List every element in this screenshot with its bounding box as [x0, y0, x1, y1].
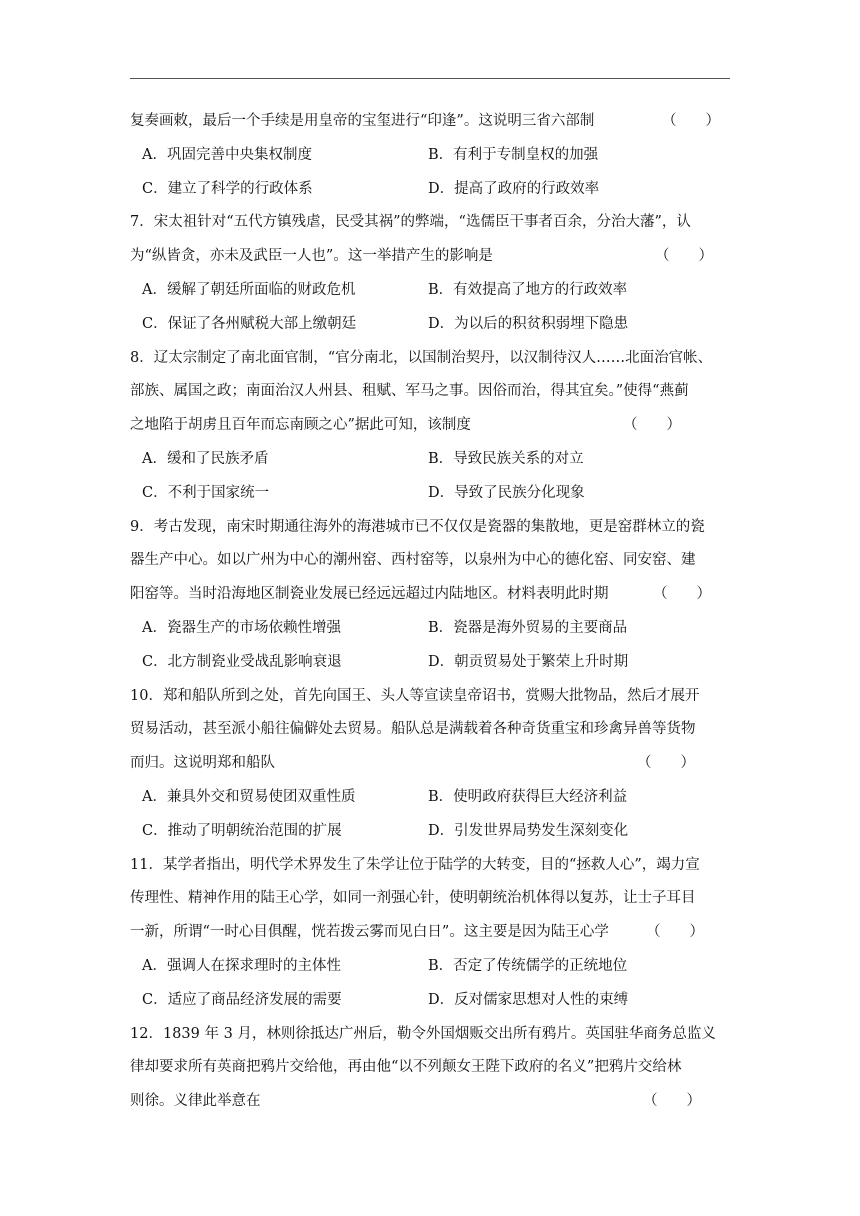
header-rule — [130, 78, 730, 79]
question-stem-line — [130, 919, 735, 953]
answer-option[interactable]: A．瓷器生产的市场依赖性增强 — [142, 619, 341, 636]
question — [130, 852, 735, 1021]
answer-option[interactable]: D．提高了政府的行政效率 — [428, 180, 600, 197]
answer-option[interactable]: A．强调人在探求理时的主体性 — [142, 957, 341, 974]
stem-text: 器生产中心。如以广州为中心的潮州窑、西村窑等，以泉州为中心的德化窑、同安窑、建 — [130, 552, 696, 569]
question — [130, 514, 735, 683]
question-stem-line — [130, 1021, 735, 1055]
answer-option[interactable]: D．引发世界局势发生深刻变化 — [428, 822, 629, 839]
stem-text: 为“纵皆贪，亦未及武臣一人也”。这一举措产生的影响是 — [130, 248, 493, 265]
stem-text: 律却要求所有英商把鸦片交给他，再由他“以不列颠女王陛下政府的名义”把鸦片交给林 — [130, 1059, 682, 1076]
question-stem-line — [130, 243, 735, 277]
answer-option[interactable]: C．建立了科学的行政体系 — [142, 180, 313, 197]
answer-bracket[interactable]: （ ） — [646, 924, 704, 941]
question — [130, 1021, 735, 1122]
stem-text: 11．某学者指出，明代学术界发生了朱学让位于陆学的大转变，目的“拯救人心”，竭力宣 — [130, 856, 700, 873]
options-row — [130, 784, 735, 818]
answer-option[interactable]: A．缓和了民族矛盾 — [142, 450, 269, 467]
stem-text: 8．辽太宗制定了南北面官制，“官分南北，以国制治契丹，以汉制待汉人……北面治官帐、 — [130, 349, 713, 366]
stem-text: 之地陷于胡虏且百年而忘南顾之心”据此可知，该制度 — [130, 417, 471, 434]
stem-text: 9．考古发现，南宋时期通往海外的海港城市已不仅仅是瓷器的集散地，更是窑群林立的瓷 — [130, 518, 705, 535]
question-stem-line — [130, 108, 735, 142]
question-stem-line — [130, 885, 735, 919]
answer-option[interactable]: D．导致了民族分化现象 — [428, 484, 585, 501]
answer-option[interactable]: D．朝贡贸易处于繁荣上升时期 — [428, 653, 629, 670]
question-stem-line — [130, 683, 735, 717]
question-stem-line — [130, 547, 735, 581]
options-row — [130, 176, 735, 210]
question — [130, 345, 735, 514]
stem-text: 而归。这说明郑和船队 — [130, 755, 275, 772]
answer-bracket[interactable]: （ ） — [623, 417, 681, 434]
exam-page — [130, 108, 735, 1122]
question — [130, 108, 735, 209]
options-row — [130, 277, 735, 311]
stem-text: 复奏画敕，最后一个手续是用皇帝的宝玺进行“印逢”。这说明三省六部制 — [130, 113, 595, 129]
answer-option[interactable]: C．适应了商品经济发展的需要 — [142, 991, 342, 1008]
answer-option[interactable]: C．推动了明朝统治范围的扩展 — [142, 822, 342, 839]
question-stem-line — [130, 345, 735, 379]
answer-bracket[interactable]: （ ） — [653, 586, 711, 603]
answer-option[interactable]: C．保证了各州赋税大部上缴朝廷 — [142, 315, 357, 332]
options-row — [130, 987, 735, 1021]
question — [130, 683, 735, 852]
options-row — [130, 649, 735, 683]
question-stem-line — [130, 852, 735, 886]
answer-option[interactable]: D．为以后的积贫积弱埋下隐患 — [428, 315, 629, 332]
question-stem-line — [130, 716, 735, 750]
question-stem-line — [130, 412, 735, 446]
question-stem-line — [130, 378, 735, 412]
stem-text: 传理性、精神作用的陆王心学，如同一剂强心针，使明朝统治机体得以复苏，让士子耳目 — [130, 890, 696, 907]
stem-text: 一新，所谓“一时心目俱醒，恍若拨云雾而见白日”。这主要是因为陆王心学 — [130, 924, 609, 941]
answer-option[interactable]: B．有效提高了地方的行政效率 — [428, 281, 628, 298]
answer-option[interactable]: B．使明政府获得巨大经济利益 — [428, 788, 628, 805]
stem-text: 则徐。义律此举意在 — [130, 1093, 261, 1110]
options-row — [130, 311, 735, 345]
answer-option[interactable]: A．巩固完善中央集权制度 — [142, 146, 312, 163]
options-row — [130, 953, 735, 987]
stem-text: 7．宋太祖针对“五代方镇残虐，民受其祸”的弊端，“选儒臣干事者百余，分治大藩”，认 — [130, 214, 691, 231]
answer-option[interactable]: B．瓷器是海外贸易的主要商品 — [428, 619, 628, 636]
options-row — [130, 446, 735, 480]
options-row — [130, 480, 735, 514]
options-row — [130, 615, 735, 649]
question-stem-line — [130, 209, 735, 243]
stem-text: 12．1839 年 3 月，林则徐抵达广州后，勒令外国烟贩交出所有鸦片。英国驻华商务总监义 — [130, 1025, 716, 1042]
question-stem-line — [130, 1054, 735, 1088]
answer-bracket[interactable]: （ ） — [655, 248, 713, 265]
answer-option[interactable]: A．兼具外交和贸易使团双重性质 — [142, 788, 356, 805]
options-row — [130, 818, 735, 852]
stem-text: 10．郑和船队所到之处，首先向国王、头人等宣读皇帝诏书，赏赐大批物品，然后才展开 — [130, 687, 700, 704]
stem-text: 阳窑等。当时沿海地区制瓷业发展已经远远超过内陆地区。材料表明此时期 — [130, 586, 609, 603]
question-stem-line — [130, 750, 735, 784]
options-row — [130, 142, 735, 176]
question-stem-line — [130, 514, 735, 548]
answer-option[interactable]: C．北方制瓷业受战乱影响衰退 — [142, 653, 342, 670]
answer-option[interactable]: A．缓解了朝廷所面临的财政危机 — [142, 281, 356, 298]
answer-option[interactable]: B．否定了传统儒学的正统地位 — [428, 957, 628, 974]
answer-bracket[interactable]: （ ） — [662, 113, 720, 129]
answer-bracket[interactable]: （ ） — [637, 755, 695, 772]
question — [130, 209, 735, 344]
stem-text: 部族、属国之政；南面治汉人州县、租赋、军马之事。因俗而治，得其宜矣。”使得“燕蓟 — [130, 383, 689, 400]
answer-option[interactable]: B．有利于专制皇权的加强 — [428, 146, 599, 163]
question-stem-line — [130, 1088, 735, 1122]
answer-bracket[interactable]: （ ） — [643, 1093, 701, 1110]
question-stem-line — [130, 581, 735, 615]
answer-option[interactable]: B．导致民族关系的对立 — [428, 450, 584, 467]
answer-option[interactable]: C．不利于国家统一 — [142, 484, 270, 501]
stem-text: 贸易活动，甚至派小船往偏僻处去贸易。船队总是满载着各种奇货重宝和珍禽异兽等货物 — [130, 721, 696, 738]
answer-option[interactable]: D．反对儒家思想对人性的束缚 — [428, 991, 629, 1008]
